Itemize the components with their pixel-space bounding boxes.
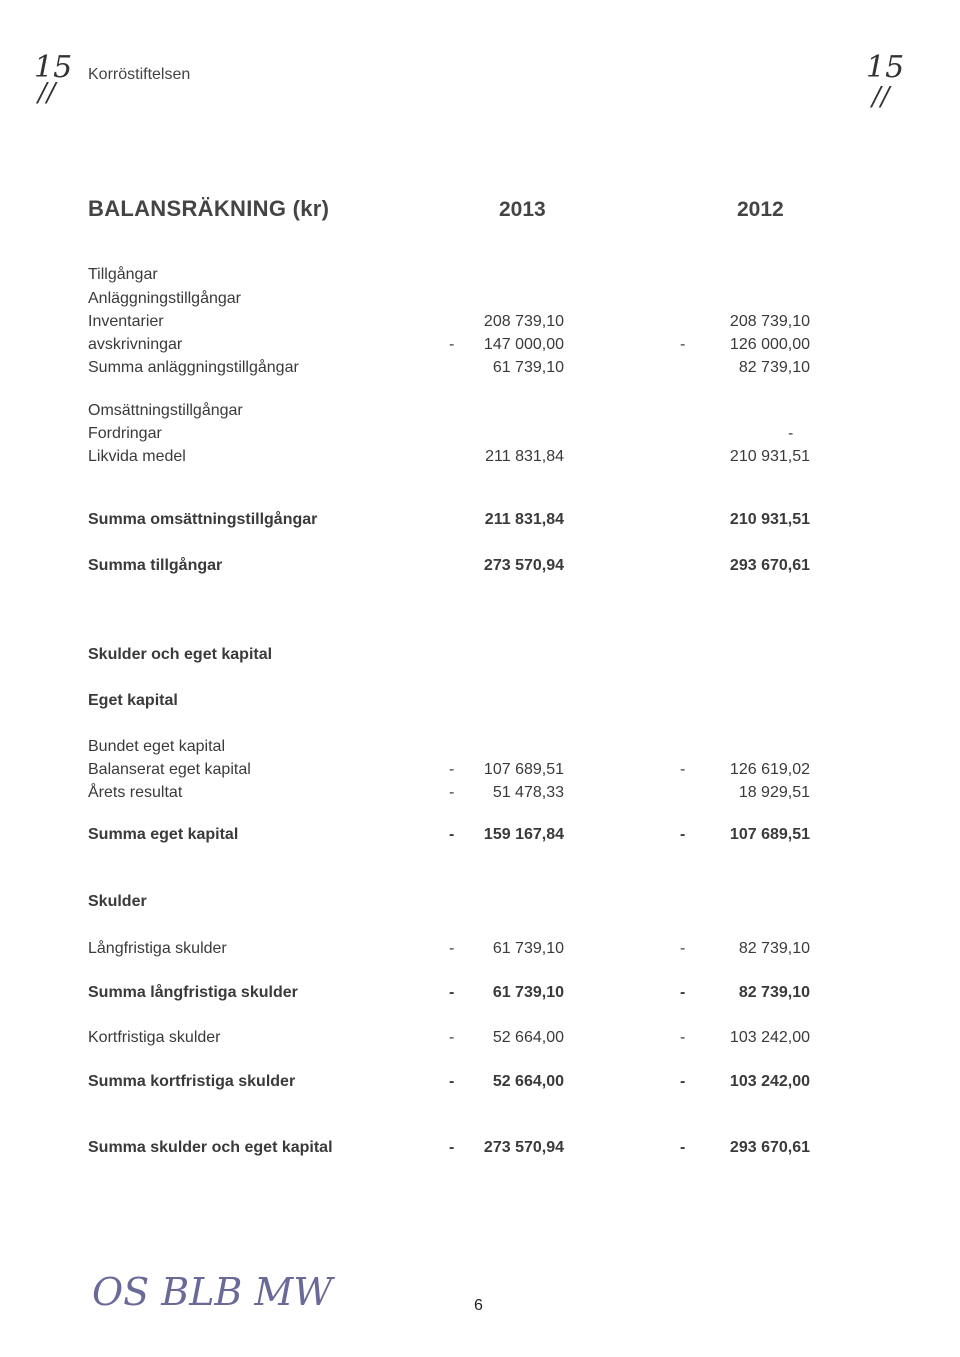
value-arets-resultat-2013: 51 478,33: [492, 784, 564, 801]
value-summa-assets-2013: 273 570,94: [483, 557, 564, 574]
value-inventarier-2013: 208 739,10: [483, 313, 564, 330]
handwritten-page-mark-right: 15: [866, 50, 905, 85]
minus-sign: -: [449, 784, 455, 801]
organization-name: Korröstiftelsen: [88, 66, 191, 83]
handwritten-signature: OS BLB MW: [92, 1270, 333, 1314]
minus-sign: -: [449, 1029, 455, 1046]
minus-sign: -: [680, 1139, 686, 1156]
minus-sign: -: [680, 826, 686, 843]
minus-sign: -: [449, 761, 455, 778]
minus-sign: -: [680, 761, 686, 778]
minus-sign: -: [680, 1073, 686, 1090]
row-label-summa-lang: Summa långfristiga skulder: [88, 984, 298, 1001]
value-summa-lang-2012: 82 739,10: [738, 984, 810, 1001]
value-avskrivningar-2012: 126 000,00: [729, 336, 810, 353]
value-summa-assets-2012: 293 670,61: [729, 557, 810, 574]
value-summa-total-2013: 273 570,94: [483, 1139, 564, 1156]
row-label-langfristiga: Långfristiga skulder: [88, 940, 227, 957]
row-label-balanserat: Balanserat eget kapital: [88, 761, 251, 778]
subheading-equity: Eget kapital: [88, 692, 178, 709]
row-label-fordringar: Fordringar: [88, 425, 162, 442]
year-header-2012: 2012: [737, 198, 784, 221]
value-balanserat-2012: 126 619,02: [729, 761, 810, 778]
page-title: BALANSRÄKNING (kr): [88, 196, 330, 221]
value-summa-kort-2013: 52 664,00: [492, 1073, 564, 1090]
minus-sign: -: [449, 1139, 455, 1156]
value-avskrivningar-2013: 147 000,00: [483, 336, 564, 353]
row-label-avskrivningar: avskrivningar: [88, 336, 183, 353]
handwritten-slash-left: //: [38, 78, 56, 108]
handwritten-slash-right: //: [872, 82, 890, 112]
section-heading-assets: Tillgångar: [88, 266, 158, 283]
value-likvida-2012: 210 931,51: [729, 448, 810, 465]
value-kortfristiga-2012: 103 242,00: [729, 1029, 810, 1046]
minus-sign: -: [449, 826, 455, 843]
value-arets-resultat-2012: 18 929,51: [738, 784, 810, 801]
value-likvida-2013: 211 831,84: [485, 448, 564, 465]
value-summa-lang-2013: 61 739,10: [492, 984, 564, 1001]
value-kortfristiga-2013: 52 664,00: [492, 1029, 564, 1046]
minus-sign: -: [449, 984, 455, 1001]
row-label-summa-kort: Summa kortfristiga skulder: [88, 1073, 296, 1090]
row-label-summa-assets: Summa tillgångar: [88, 557, 223, 574]
row-label-bundet: Bundet eget kapital: [88, 738, 225, 755]
value-langfristiga-2012: 82 739,10: [738, 940, 810, 957]
value-summa-total-2012: 293 670,61: [729, 1139, 810, 1156]
value-langfristiga-2013: 61 739,10: [492, 940, 564, 957]
minus-sign: -: [680, 984, 686, 1001]
page-number: 6: [474, 1297, 483, 1314]
row-label-summa-total: Summa skulder och eget kapital: [88, 1139, 333, 1156]
value-inventarier-2012: 208 739,10: [729, 313, 810, 330]
subheading-current-assets: Omsättningstillgångar: [88, 402, 243, 419]
minus-sign: -: [449, 1073, 455, 1090]
value-summa-current-2012: 210 931,51: [729, 511, 810, 528]
row-label-arets-resultat: Årets resultat: [88, 784, 183, 801]
minus-sign: -: [449, 336, 455, 353]
value-summa-equity-2012: 107 689,51: [729, 826, 810, 843]
row-label-inventarier: Inventarier: [88, 313, 164, 330]
minus-sign: -: [680, 1029, 686, 1046]
subheading-debts: Skulder: [88, 893, 147, 910]
value-summa-fixed-2012: 82 739,10: [738, 359, 810, 376]
row-label-likvida: Likvida medel: [88, 448, 186, 465]
minus-sign: -: [680, 940, 686, 957]
handwritten-page-mark-left: 15: [34, 50, 73, 85]
value-balanserat-2013: 107 689,51: [483, 761, 564, 778]
subheading-fixed-assets: Anläggningstillgångar: [88, 290, 241, 307]
value-summa-fixed-2013: 61 739,10: [492, 359, 564, 376]
minus-sign: -: [680, 336, 686, 353]
value-summa-kort-2012: 103 242,00: [729, 1073, 810, 1090]
value-summa-equity-2013: 159 167,84: [483, 826, 564, 843]
value-summa-current-2013: 211 831,84: [484, 511, 564, 528]
row-label-kortfristiga: Kortfristiga skulder: [88, 1029, 221, 1046]
section-heading-liabilities: Skulder och eget kapital: [88, 646, 273, 663]
year-header-2013: 2013: [499, 198, 546, 221]
minus-sign: -: [449, 940, 455, 957]
row-label-summa-current: Summa omsättningstillgångar: [88, 511, 318, 528]
row-label-summa-fixed: Summa anläggningstillgångar: [88, 359, 299, 376]
minus-sign: -: [788, 425, 794, 442]
row-label-summa-equity: Summa eget kapital: [88, 826, 239, 843]
